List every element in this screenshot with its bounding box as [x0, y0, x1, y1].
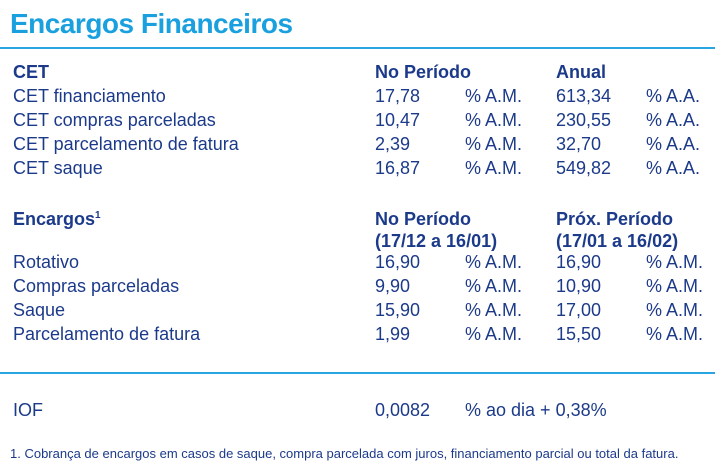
row-next-unit: % A.M. [646, 276, 704, 296]
cet-header-label: CET [13, 62, 49, 82]
footnote: 1. Cobrança de encargos em casos de saque, compra parcelada com juros, financiamento parcial ou total da fatura. [10, 446, 679, 461]
row-next-unit: % A.M. [646, 252, 704, 272]
row-label: Saque [13, 300, 66, 320]
row-label: CET saque [13, 158, 103, 178]
row-period-value: 17,78 [375, 86, 421, 106]
row-label: CET financiamento [13, 86, 166, 106]
row-period-unit: % A.M. [465, 158, 523, 178]
row-label: CET parcelamento de fatura [13, 134, 239, 154]
cet-header-period: No Período [375, 62, 472, 82]
row-annual-value: 613,34 [556, 86, 612, 106]
iof-unit: % ao dia + 0,38% [465, 400, 607, 420]
row-period-value: 16,90 [375, 252, 421, 272]
row-next-unit: % A.M. [646, 324, 704, 344]
row-period-unit: % A.M. [465, 252, 523, 272]
row-annual-unit: % A.A. [646, 86, 701, 106]
encargos-header-label: Encargos$^1$ [13, 209, 101, 229]
row-label: Rotativo [13, 252, 80, 272]
iof-value: 0,0082 [375, 400, 431, 420]
row-label: CET compras parceladas [13, 110, 216, 130]
section-divider [0, 372, 715, 374]
row-period-unit: % A.M. [465, 86, 523, 106]
row-period-value: 15,90 [375, 300, 421, 320]
row-annual-value: 549,82 [556, 158, 612, 178]
row-label: Compras parceladas [13, 276, 180, 296]
row-period-unit: % A.M. [465, 300, 523, 320]
row-label: Parcelamento de fatura [13, 324, 201, 344]
page-title: Encargos Financeiros [10, 8, 293, 39]
encargos-header-next: Próx. Período [556, 209, 674, 229]
row-next-value: 17,00 [556, 300, 602, 320]
row-annual-value: 32,70 [556, 134, 602, 154]
row-period-unit: % A.M. [465, 110, 523, 130]
row-next-value: 15,50 [556, 324, 602, 344]
row-period-value: 2,39 [375, 134, 411, 154]
encargos-header-period-range: (17/12 a 16/01) [375, 231, 498, 251]
row-annual-unit: % A.A. [646, 110, 701, 130]
encargos-header-period: No Período [375, 209, 472, 229]
row-annual-value: 230,55 [556, 110, 612, 130]
title-divider [0, 47, 715, 49]
row-next-unit: % A.M. [646, 300, 704, 320]
row-period-value: 10,47 [375, 110, 421, 130]
encargos-header-next-range: (17/01 a 16/02) [556, 231, 679, 251]
row-annual-unit: % A.A. [646, 158, 701, 178]
row-period-value: 16,87 [375, 158, 421, 178]
footnote-marker: 1 [95, 210, 101, 221]
cet-header-annual: Anual [556, 62, 607, 82]
row-next-value: 16,90 [556, 252, 602, 272]
row-period-unit: % A.M. [465, 134, 523, 154]
row-period-value: 1,99 [375, 324, 411, 344]
row-period-unit: % A.M. [465, 324, 523, 344]
row-period-unit: % A.M. [465, 276, 523, 296]
iof-label: IOF [13, 400, 43, 420]
row-period-value: 9,90 [375, 276, 411, 296]
row-next-value: 10,90 [556, 276, 602, 296]
row-annual-unit: % A.A. [646, 134, 701, 154]
